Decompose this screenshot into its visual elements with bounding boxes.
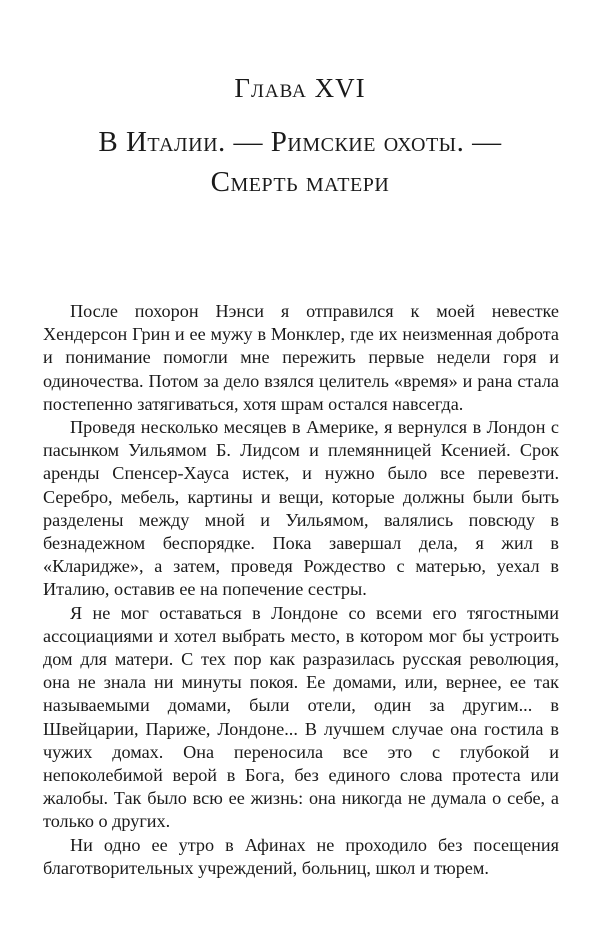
paragraph-2: Проведя несколько месяцев в Америке, я вернулся в Лондон с пасынком Уильямом Б. Лидсом и племянницей Ксенией. Срок аренды Спенсер-Хауса истек, и нужно было все перевезти. Серебро, мебель, картины и вещи, которые должны были быть разделены между мной и Уильямом, валялись повсюду в безнадежном беспорядке. Пока завершал дела, я жил в «Кларидже», а затем, проведя Рождество с матерью, уехал в Италию, оставив ее на попечение сестры.: [43, 417, 559, 600]
chapter-title-line-2: Смерть матери: [210, 166, 390, 198]
body-text: [43, 300, 559, 880]
paragraph-1: После похорон Нэнси я отправился к моей невестке Хендерсон Грин и ее мужу в Монклер, где их неизменная доброта и понимание помогли мне пережить первые недели горя и одиночества. Потом за дело взялся целитель «время» и рана стала постепенно затягиваться, хотя шрам остался навсегда.: [43, 301, 559, 414]
chapter-number: Глава XVI: [234, 73, 366, 103]
paragraph-3: Я не мог оставаться в Лондоне со всеми его тягостными ассоциациями и хотел выбрать место, в котором мог бы устроить дом для матери. С тех пор как разразилась русская революция, она не знала ни минуты покоя. Ее домами, или, вернее, ее так называемыми домами, были отели, один за другим... в Швейцарии, Париже, Лондоне... В лучшем случае она гостила в чужих домах. Она переносила все это с глубокой и непоколебимой верой в Бога, без единого слова протеста или жалобы. Так было всю ее жизнь: она никогда не думала о себе, а только о других.: [43, 602, 559, 832]
chapter-title: [40, 122, 560, 202]
paragraph-4: Ни одно ее утро в Афинах не проходило без посещения благотворительных учреждений, больниц, школ и тюрем.: [43, 834, 559, 878]
chapter-title-line-1: В Италии. — Римские охоты. —: [98, 126, 502, 158]
